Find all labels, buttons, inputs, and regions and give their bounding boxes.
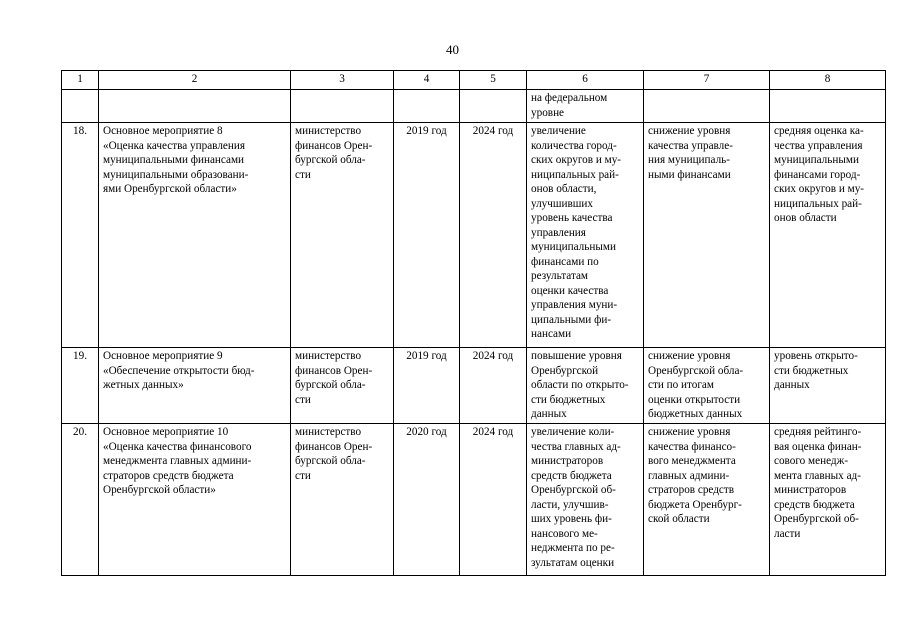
expected-result-cell: увеличение количества город- ских округов и му- ниципальных рай- онов области, улучшивших уровень качества управления муниципальными финансами по результатам оценки качества управления муни- ципальными фи- нансами	[527, 123, 644, 348]
table-row	[62, 348, 886, 424]
column-number: 5	[460, 71, 527, 90]
expected-result-cell: на федеральном уровне	[527, 90, 644, 123]
indicator-cell: средняя оценка ка- чества управления муниципальными финансами город- ских округов и му- ниципальных рай- онов области	[770, 123, 886, 348]
column-number: 4	[394, 71, 460, 90]
column-number: 7	[644, 71, 770, 90]
table-row	[62, 123, 886, 348]
end-year-cell: 2024 год	[460, 348, 527, 424]
event-cell: Основное мероприятие 10 «Оценка качества финансового менеджмента главных админи- страторов средств бюджета Оренбургской области»	[99, 424, 291, 576]
empty-cell	[770, 90, 886, 123]
empty-cell	[291, 90, 394, 123]
measures-table	[61, 70, 886, 576]
start-year-cell: 2019 год	[394, 123, 460, 348]
end-year-cell: 2024 год	[460, 123, 527, 348]
column-number: 8	[770, 71, 886, 90]
event-cell: Основное мероприятие 8 «Оценка качества управления муниципальными финансами муниципальными образовани- ями Оренбургской области»	[99, 123, 291, 348]
consequences-cell: снижение уровня качества финансо- вого менеджмента главных админи- страторов средств бюджета Оренбург- ской области	[644, 424, 770, 576]
row-number-cell: 20.	[62, 424, 99, 576]
row-number-cell: 18.	[62, 123, 99, 348]
column-number-row	[62, 71, 886, 90]
start-year-cell: 2019 год	[394, 348, 460, 424]
event-cell: Основное мероприятие 9 «Обеспечение открытости бюд- жетных данных»	[99, 348, 291, 424]
empty-cell	[460, 90, 527, 123]
column-number: 6	[527, 71, 644, 90]
row-number-cell: 19.	[62, 348, 99, 424]
indicator-cell: средняя рейтинго- вая оценка финан- сового менедж- мента главных ад- министраторов средств бюджета Оренбургской об- ласти	[770, 424, 886, 576]
start-year-cell: 2020 год	[394, 424, 460, 576]
page-number: 40	[446, 42, 459, 57]
expected-result-cell: увеличение коли- чества главных ад- министраторов средств бюджета Оренбургской об- ласти, улучшив- ших уровень фи- нансового ме- неджмента по ре- зультатам оценки	[527, 424, 644, 576]
continuation-row	[62, 90, 886, 123]
end-year-cell: 2024 год	[460, 424, 527, 576]
indicator-cell: уровень открыто- сти бюджетных данных	[770, 348, 886, 424]
column-number: 3	[291, 71, 394, 90]
consequences-cell: снижение уровня качества управле- ния муниципаль- ными финансами	[644, 123, 770, 348]
empty-cell	[99, 90, 291, 123]
table-row	[62, 424, 886, 576]
empty-cell	[644, 90, 770, 123]
consequences-cell: снижение уровня Оренбургской обла- сти по итогам оценки открытости бюджетных данных	[644, 348, 770, 424]
empty-cell	[394, 90, 460, 123]
executor-cell: министерство финансов Орен- бургской обла- сти	[291, 424, 394, 576]
executor-cell: министерство финансов Орен- бургской обла- сти	[291, 348, 394, 424]
expected-result-cell: повышение уровня Оренбургской области по открыто- сти бюджетных данных	[527, 348, 644, 424]
column-number: 2	[99, 71, 291, 90]
executor-cell: министерство финансов Орен- бургской обла- сти	[291, 123, 394, 348]
column-number: 1	[62, 71, 99, 90]
empty-cell	[62, 90, 99, 123]
